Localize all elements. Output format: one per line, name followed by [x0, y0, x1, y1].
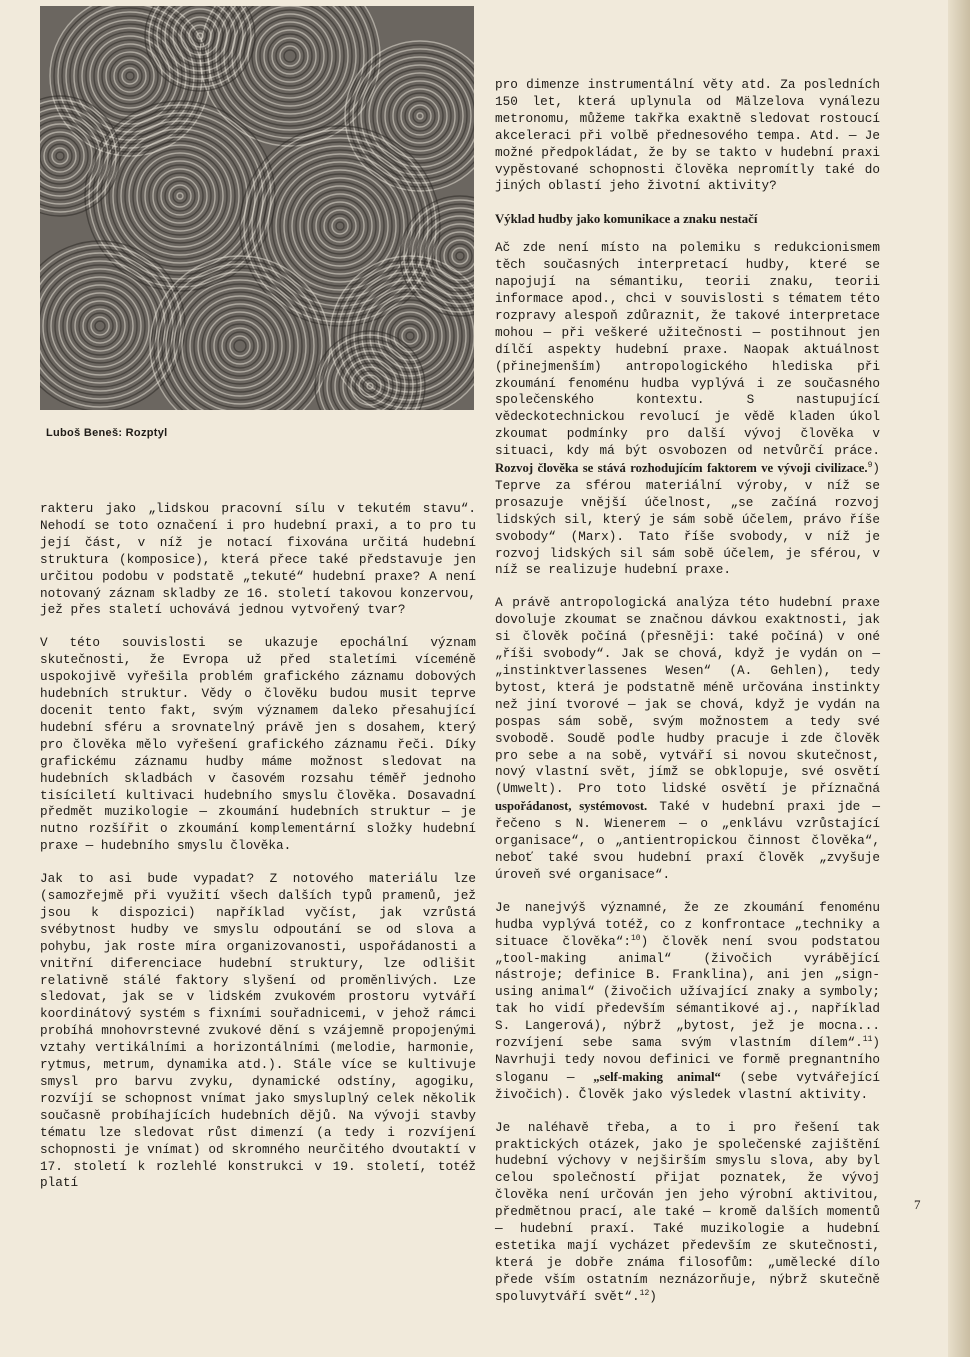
- emphasis-text: uspořádanost, systémovost.: [495, 799, 648, 814]
- left-text-column: [40, 501, 476, 1208]
- footnote-ref: 9: [867, 460, 873, 470]
- footnote-ref: 12: [639, 1288, 650, 1298]
- section-heading: Výklad hudby jako komunikace a znaku nestačí: [495, 212, 758, 227]
- footnote-ref: 10: [631, 933, 641, 943]
- text-run: Ač zde není místo na polemiku s redukcionismem těch současných interpretací hudby, které se napojují na sémantiku, teorii znaku, teorii informace apod., chci v souvislosti s tématem této rozpravy alespoň zdůraznit, že takové interpretace mohou — při veškeré užitečnosti — postihnout jen dílčí aspekty hudební praxe. Naopak aktuálnost (přinejmenším) antropologického hlediska při zkoumání fenoménu hudba vyplývá i ze současného společenského kontextu. S nastupující vědeckotechnickou revolucí je vědě kladen úkol zkoumat podmínky pro další vývoj člověka v situaci, kdy má být osvobozen od netvůrčí práce.: [495, 240, 880, 459]
- paragraph: [495, 595, 880, 883]
- page-edge-shadow: [948, 0, 970, 1357]
- text-run: (sebe vytvářející živočich). Člověk jako výsledek vlastní aktivity.: [495, 1069, 880, 1102]
- right-text-column: [495, 77, 880, 1322]
- emphasis-text: Rozvoj člověka se stává rozhodujícím faktorem ve vývoji civilizace.: [495, 461, 868, 476]
- paragraph: [495, 240, 880, 579]
- figure-caption: Luboš Beneš: Rozptyl: [46, 427, 168, 439]
- paragraph: [495, 1120, 880, 1306]
- text-run: Je nanejvýš významné, že ze zkoumání fenoménu hudba vyplývá totéž, co z konfrontace „techniky a situace člověka“:: [495, 899, 880, 949]
- text-run: Také v hudební praxi jde — řečeno s N. Wienerem — o „enklávu vzrůstající organisace“, o „antientropickou činnost člověka“, neboť také svou hudební praxí člověk „zvyšuje úroveň své organisace“.: [495, 799, 880, 882]
- emphasis-text: „self-making animal“: [593, 1069, 721, 1084]
- paragraph: V této souvislosti se ukazuje epochální význam skutečnosti, že Evropa už před staletími víceméně uspokojivě vyřešila problém grafického záznamu dobových hudebních struktur. Vědy o člověku budou musit teprve docenit tento fakt, svým významem daleko přesahující hudební sféru a srovnatelný právě jen s dosahem, který pro člověka mělo vyřešení grafického záznamu řeči. Díky grafickému záznamu hudby máme možnost sledovat na hudebních skladbách v časovém rozsahu téměř jednoho tisíciletí kultivaci hudebního smyslu člověka. Dosavadní předmět muzikologie — zkoumání hudebních struktur — je nutno rozšířit o zkoumání komplementární složky hudební praxe — hudebního smyslu člověka.: [40, 635, 476, 854]
- text-run: ) Teprve za sférou materiální výroby, v níž se prosazuje vnější účelnost, „se začíná rozvoj lidských sil, který je sám sobě účelem, právo říše svobody“ (Marx). Tato říše svobody, v níž je rozvoj lidských sil sám sobě účelem, je sférou, v níž se realizuje hudební praxe.: [495, 461, 880, 578]
- paragraph: rakteru jako „lidskou pracovní sílu v tekutém stavu“. Nehodí se toto označení i pro hudební praxi, a to pro tu její část, v níž je notací fixována určitá hudební struktura (komposice), která přece také představuje jen určitou podobu v podstatě „tekuté“ hudební praxe? A není notovaný záznam skladby ze 16. století takovou konzervou, jež přes staletí uchovává jednou vytvořený tvar?: [40, 501, 476, 618]
- page-number: 7: [914, 1197, 921, 1212]
- text-run: ): [649, 1288, 657, 1304]
- paragraph: Jak to asi bude vypadat? Z notového materiálu lze (samozřejmě při využití všech dalších typů pramenů, jež jsou k dispozici) například vyčíst, jak vzrůstá svébytnost hudby ve smyslu odpoutání se od slova a pohybu, jak roste míra organizovanosti, uspořádanosti a vnitřní diferenciace hudební struktury, lze odlišit relativně stálé faktory slyšení od proměnlivých. Lze sledovat, jak se v lidském zvukovém prostoru vytváří koordinátový systém s fixními souřadnicemi, v jehož rámci probíhá mnohovrstevné zvukové dění s vzájemně propojenými vztahy vertikálními a horizontálními (melodie, harmonie, rytmus, metrum, dynamika atd.). Stále více se kultivuje smysl pro barvu zvyku, dynamické odstíny, agogiku, rozvíjí se schopnost vnímat jako smysluplný celek několik současně probíhajících hudebních dějů. Na vývoji stavby tématu lze sledovat růst dimenzí (a tedy i rozvíjení schopnosti je vnímat) od skromného neurčitého dvoutaktí v 17. století k rozlehlé konstrukci v 19. století, totéž platí: [40, 871, 476, 1191]
- artwork-image: [40, 6, 474, 410]
- paragraph: pro dimenze instrumentální věty atd. Za posledních 150 let, která uplynula od Mälzelova vynálezu metronomu, můžeme takřka exaktně sledovat rostoucí akceleraci při volbě přednesového tempa. Atd. — Je možné předpokládat, že by se takto v hudební praxi vypěstované schopnosti člověka nepromítly také do jiných oblastí jeho životní aktivity?: [495, 77, 880, 194]
- text-run: Je naléhavě třeba, a to i pro řešení tak praktických otázek, jako je společenské zajištění hudební výchovy v nejširším smyslu slova, aby byl celou společností přijat poznatek, že vývoj člověka není určován jen jeho výrobní aktivitou, předmětnou prací, ale také — kromě dalších momentů — hudební praxí. Také muzikologie a hudební estetika mají vycházet především ze skutečnosti, která je dobře známa filosofům: „umělecké dílo přede vším ostatním neznázorňuje, nýbrž skutečně spoluvytváří svět“.: [495, 1119, 880, 1304]
- text-run: ) člověk není svou podstatou „tool-making animal“ (živočich vyrábějící nástroje; definice B. Franklina), ani jen „sign-using animal“ (živočich užívající znaky a symboly; tak ho vidí především sémantikové aj., například S. Langerová), nýbrž „bytost, jež je mocna... rozvíjení sebe sama svým vlastním dílem“.: [495, 933, 881, 1051]
- paragraph: [495, 900, 880, 1104]
- text-run: ) Navrhuji tedy novou definici ve formě pregnantního sloganu —: [495, 1035, 880, 1085]
- concentric-circles-artwork: [40, 6, 474, 410]
- footnote-ref: 11: [862, 1034, 873, 1044]
- text-run: A právě antropologická analýza této hudební praxe dovoluje zkoumat se značnou dávkou exaktnosti, jak si člověk počíná (přesněji: také počíná) v oné „říši svobody“. Jak se chová, když je vydán on — „instinktverlassenes Wesen“ (A. Gehlen), tedy bytost, která je podstatně méně určována instinkty než jiní tvorové — jak se chová, když je vydán na pospas sám sobě, svým možnostem a tedy své svobodě. Soudě podle hudby pracuje i zde člověk pro sebe a na sobě, vytváří si novou skutečnost, nový vlastní svět, jímž se obklopuje, své osvětí (Umwelt). Pro toto lidské osvětí je příznačná: [495, 595, 880, 797]
